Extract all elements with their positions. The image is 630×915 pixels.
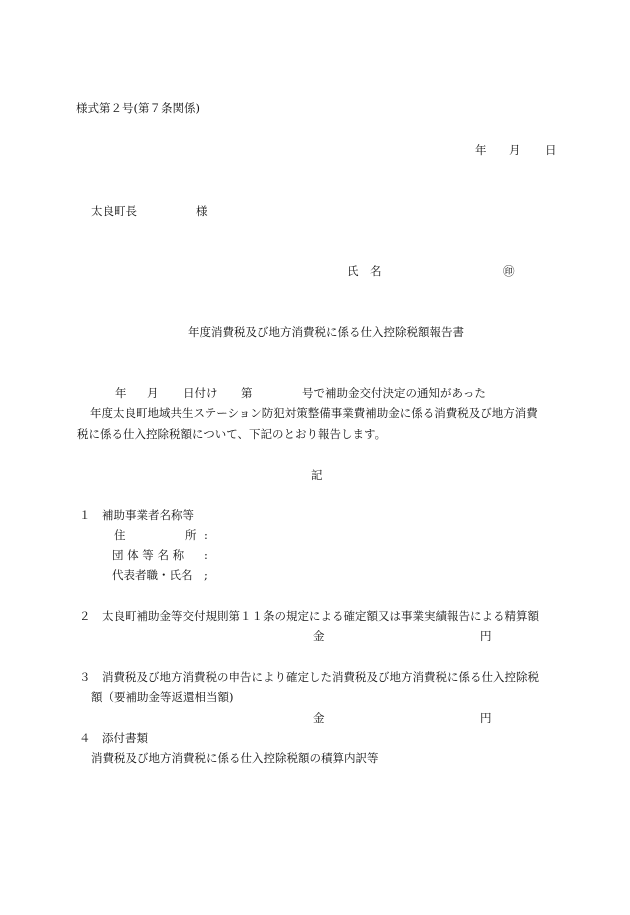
item4-content: 消費税及び地方消費税に係る仕入控除税額の積算内訳等 <box>91 751 379 765</box>
document-title: 年度消費税及び地方消費税に係る仕入控除税額報告書 <box>188 325 464 339</box>
item4-title: 添付書類 <box>102 731 148 745</box>
date-year-label: 年 <box>475 143 487 157</box>
representative-colon: ; <box>204 568 208 582</box>
representative-label: 代表者職・氏名 <box>112 568 193 582</box>
item3-title-line1: 消費税及び地方消費税の申告により確定した消費税及び地方消費税に係る仕入控除税 <box>102 670 539 684</box>
item4-number: ４ <box>79 731 91 745</box>
recipient-honorific: 様 <box>196 204 208 218</box>
item1-title: 補助事業者名称等 <box>102 508 194 522</box>
item2-kin: 金 <box>313 629 325 643</box>
item3-title-line2: 額（要補助金等返還相当額) <box>91 690 234 704</box>
seal-mark: ㊞ <box>503 264 515 278</box>
form-number: 様式第２号(第７条関係) <box>76 101 200 115</box>
date-day-label: 日 <box>545 143 557 157</box>
address-label-second: 所 <box>185 528 197 542</box>
item2-title: 太良町補助金等交付規則第１１条の規定による確定額又は事業実績報告による精算額 <box>102 609 539 623</box>
item3-number: ３ <box>79 670 91 684</box>
address-colon: : <box>204 528 208 542</box>
org-name-colon: : <box>204 548 208 562</box>
ki-heading: 記 <box>311 468 323 482</box>
recipient-title: 太良町長 <box>91 204 137 218</box>
date-month-label: 月 <box>509 143 521 157</box>
item1-number: １ <box>79 508 91 522</box>
intro-day-dated: 日付け <box>183 386 218 400</box>
intro-line3: 税に係る仕入控除税額について、下記のとおり報告します。 <box>77 427 387 441</box>
intro-month: 月 <box>147 386 159 400</box>
org-name-label: 団 体 等 名 称 <box>112 548 185 562</box>
item3-en: 円 <box>480 711 492 725</box>
intro-year: 年 <box>115 386 127 400</box>
item2-en: 円 <box>480 629 492 643</box>
item3-kin: 金 <box>313 711 325 725</box>
intro-line2: 年度太良町地域共生ステーション防犯対策整備事業費補助金に係る消費税及び地方消費 <box>90 406 538 420</box>
address-label-first: 住 <box>114 528 126 542</box>
applicant-name-label: 氏 名 <box>347 264 382 278</box>
intro-dai: 第 <box>241 386 253 400</box>
item2-number: ２ <box>79 609 91 623</box>
intro-line1-rest: 号で補助金交付決定の通知があった <box>302 386 486 400</box>
